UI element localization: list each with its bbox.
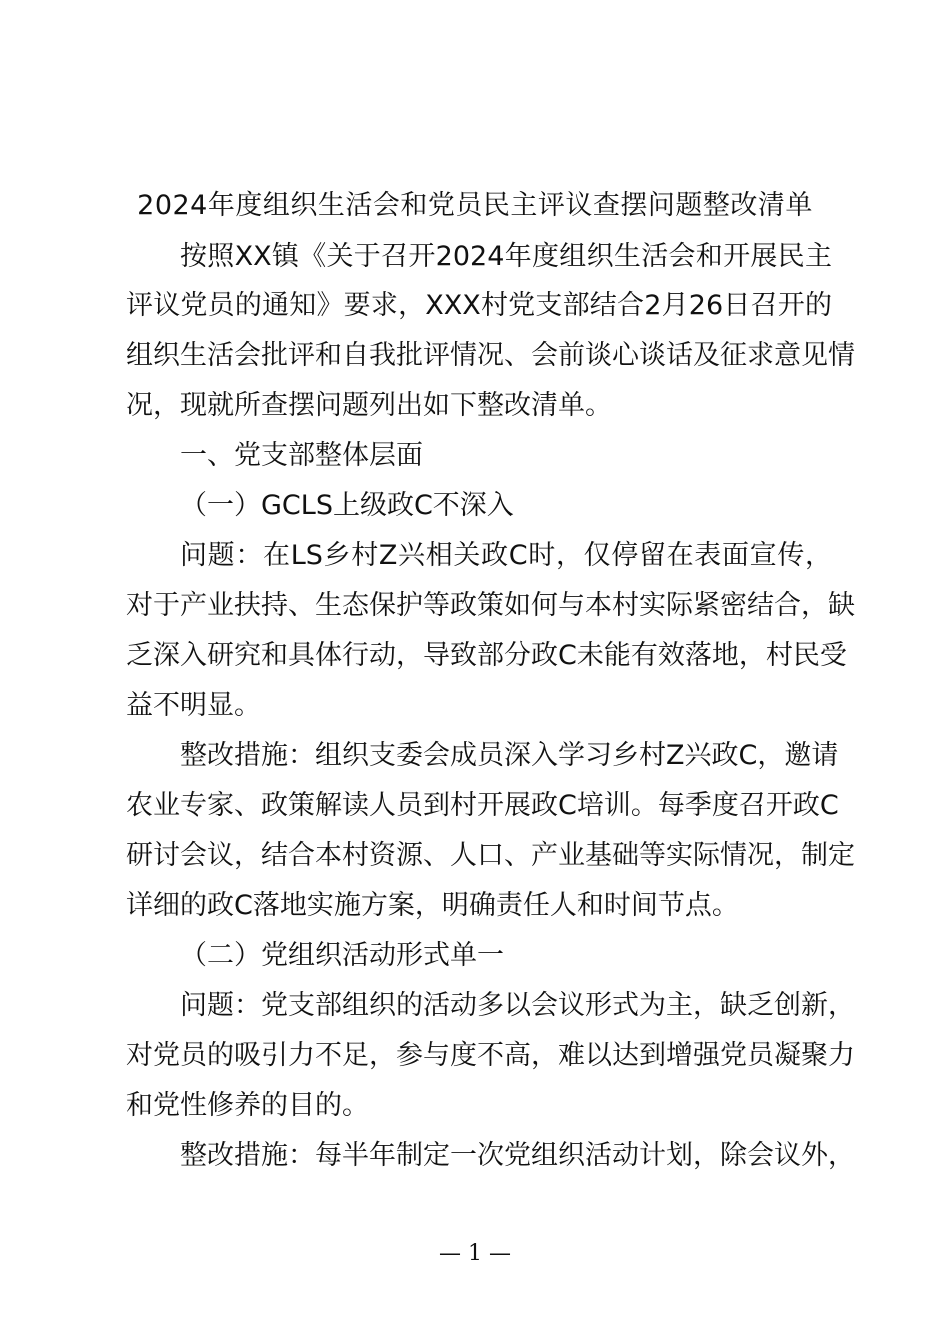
subsection-1-heading: （一）GCLS上级政C不深入	[180, 490, 514, 521]
subsection-1-measure-line-4: 详细的政C落地实施方案，明确责任人和时间节点。	[126, 890, 739, 921]
intro-line-2: 评议党员的通知》要求，XXX村党支部结合2月26日召开的	[126, 290, 832, 321]
intro-line-4: 况，现就所查摆问题列出如下整改清单。	[126, 390, 612, 421]
subsection-1-problem-line-2: 对于产业扶持、生态保护等政策如何与本村实际紧密结合，缺	[126, 590, 855, 621]
subsection-1-measure-line-1: 整改措施：组织支委会成员深入学习乡村Z兴政C，邀请	[180, 740, 839, 771]
subsection-1-problem-line-1: 问题：在LS乡村Z兴相关政C时，仅停留在表面宣传，	[180, 540, 832, 571]
subsection-1-problem-line-4: 益不明显。	[126, 690, 261, 721]
subsection-1-measure-line-3: 研讨会议，结合本村资源、人口、产业基础等实际情况，制定	[126, 840, 855, 871]
subsection-2-problem-line-2: 对党员的吸引力不足，参与度不高，难以达到增强党员凝聚力	[126, 1040, 855, 1071]
intro-line-3: 组织生活会批评和自我批评情况、会前谈心谈话及征求意见情	[126, 340, 855, 371]
page-number: — 1 —	[439, 1241, 511, 1266]
subsection-2-problem-line-1: 问题：党支部组织的活动多以会议形式为主，缺乏创新，	[180, 990, 855, 1021]
subsection-1-problem-line-3: 乏深入研究和具体行动，导致部分政C未能有效落地，村民受	[126, 640, 847, 671]
subsection-2-heading: （二）党组织活动形式单一	[180, 940, 504, 971]
intro-line-1: 按照XX镇《关于召开2024年度组织生活会和开展民主	[180, 241, 832, 272]
section-heading: 一、党支部整体层面	[180, 440, 423, 471]
document-title: 2024年度组织生活会和党员民主评议查摆问题整改清单	[137, 190, 813, 221]
subsection-2-measure-line-1: 整改措施：每半年制定一次党组织活动计划，除会议外，	[180, 1140, 855, 1171]
subsection-1-measure-line-2: 农业专家、政策解读人员到村开展政C培训。每季度召开政C	[126, 790, 839, 821]
subsection-2-problem-line-3: 和党性修养的目的。	[126, 1090, 369, 1121]
